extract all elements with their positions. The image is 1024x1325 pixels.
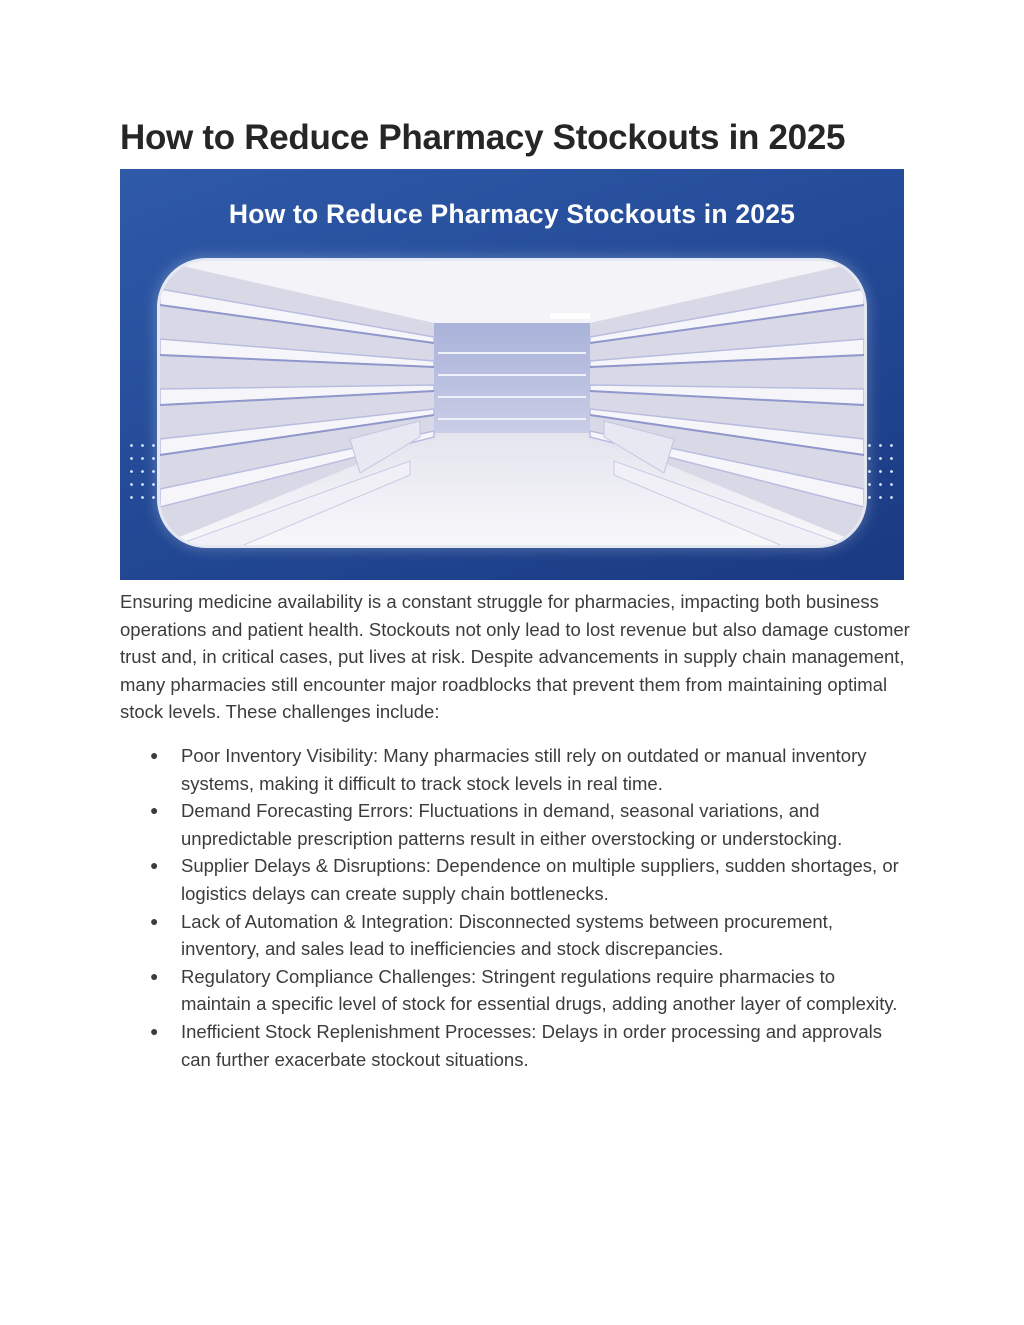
- dot-pattern-right: [864, 439, 898, 503]
- bullet-icon: ●: [150, 802, 159, 819]
- list-item: [120, 797, 910, 852]
- list-item: [120, 742, 910, 797]
- empty-shelves-icon: [160, 261, 864, 545]
- list-item: [120, 852, 910, 907]
- list-item-text: Demand Forecasting Errors: Fluctuations in demand, seasonal variations, and unpredictable prescription patterns result in either overstocking or understocking.: [181, 800, 843, 849]
- list-item: [120, 963, 910, 1018]
- list-item-text: Supplier Delays & Disruptions: Dependence on multiple suppliers, sudden shortages, or logistics delays can create supply chain bottlenecks.: [181, 855, 899, 904]
- list-item-text: Regulatory Compliance Challenges: Stringent regulations require pharmacies to maintain a specific level of stock for essential drugs, adding another layer of complexity.: [181, 965, 898, 1015]
- bullet-icon: ●: [150, 747, 159, 763]
- shelves-photo: [160, 261, 864, 545]
- intro-paragraph: Ensuring medicine availability is a constant struggle for pharmacies, impacting both business operations and patient health. Stockouts not only lead to lost revenue but also damage customer trust and, in critical cases, put lives at risk. Despite advancements in supply chain management, many pharmacies still encounter major roadblocks that prevent them from maintaining optimal stock levels. These challenges include:: [120, 591, 910, 723]
- bullet-icon: ●: [150, 1022, 159, 1039]
- page-title: How to Reduce Pharmacy Stockouts in 2025: [120, 118, 846, 157]
- banner-heading: How to Reduce Pharmacy Stockouts in 2025: [228, 199, 796, 229]
- list-item-text: Inefficient Stock Replenishment Processes: Delays in order processing and approvals can further exacerbate stockout situations.: [181, 1020, 882, 1070]
- list-item: [120, 1018, 910, 1073]
- list-item-text: Lack of Automation & Integration: Disconnected systems between procurement, inventory, and sales lead to inefficiencies and stock discrepancies.: [181, 910, 833, 960]
- list-item-text: Poor Inventory Visibility: Many pharmacies still rely on outdated or manual inventory systems, making it difficult to track stock levels in real time.: [181, 745, 867, 794]
- bullet-icon: ●: [150, 967, 159, 984]
- bullet-icon: ●: [150, 912, 159, 929]
- dot-pattern-left: [126, 439, 160, 503]
- bullet-icon: ●: [150, 857, 159, 874]
- challenges-list: [120, 742, 910, 1073]
- banner-image: [120, 169, 904, 580]
- list-item: [120, 908, 910, 963]
